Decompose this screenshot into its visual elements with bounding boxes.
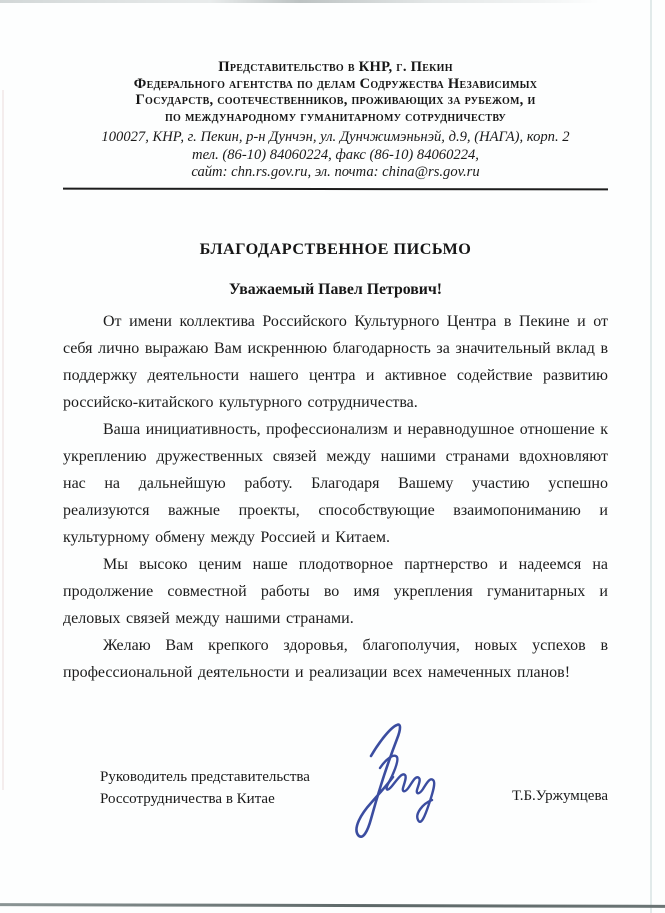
address-line: 100027, КНР, г. Пекин, р-н Дунчэн, ул. Дунчжимэньнэй, д.9, (НАГА), корп. 2 bbox=[101, 129, 570, 145]
org-line: по международному гуманитарному сотрудничеству bbox=[164, 108, 507, 125]
letterhead-contacts bbox=[63, 129, 608, 182]
scan-artifact-top-edge bbox=[0, 0, 600, 3]
signer-position-line: Руководитель представительства bbox=[100, 769, 310, 785]
body-paragraph-2: Ваша инициативность, профессионализм и неравнодушное отношение к укреплению дружественных связей между нашими странами вдохновляют нас на дальнейшую работу. Благодаря Вашему участию успешно реализуются важные проекты, способствующие взаимопониманию и культурному обмену между Россией и Китаем. bbox=[63, 421, 608, 546]
scan-artifact-left-edge bbox=[2, 90, 4, 790]
body-paragraph-1: От имени коллектива Российского Культурного Центра в Пекине и от себя лично выражаю Вам искреннюю благодарность за значительный вклад в поддержку деятельности нашего центра и активное содействие развитию российско-китайского культурного сотрудничества. bbox=[63, 313, 608, 411]
letterhead-divider-line bbox=[63, 188, 608, 191]
body-paragraph-4: Желаю Вам крепкого здоровья, благополучия, новых успехов в профессиональной деятельности и реализации всех намеченных планов! bbox=[63, 637, 608, 681]
letter-body bbox=[63, 308, 608, 686]
org-line: Государств, соотечественников, проживающих за рубежом, и bbox=[135, 92, 536, 109]
signer-position-line: Россотрудничества в Китае bbox=[100, 790, 275, 807]
letter-title: БЛАГОДАРСТВЕННОЕ ПИСЬМО bbox=[199, 240, 472, 258]
letter-greeting: Уважаемый Павел Петрович! bbox=[228, 281, 443, 298]
scan-artifact-right-edge bbox=[650, 0, 652, 913]
org-line: Представительство в КНР, г. Пекин bbox=[218, 59, 453, 75]
scan-artifact-bottom-edge bbox=[0, 903, 665, 908]
website-email-line: сайт: chn.rs.gov.ru, эл. почта: china@rs.gov.ru bbox=[191, 164, 480, 181]
signer-name: Т.Б.Уржумцева bbox=[512, 788, 608, 804]
signer-position bbox=[100, 767, 310, 810]
phone-fax-line: тел. (86-10) 84060224, факс (86-10) 84060224, bbox=[192, 146, 479, 163]
letterhead-organization bbox=[63, 59, 608, 125]
handwritten-signature-icon bbox=[340, 720, 455, 848]
org-line: Федерального агентства по делам Содружества Независимых bbox=[133, 75, 538, 92]
body-paragraph-3: Мы высоко ценим наше плодотворное партнерство и надеемся на продолжение совместной работы во имя укрепления гуманитарных и деловых связей между нашими странами. bbox=[63, 556, 608, 627]
